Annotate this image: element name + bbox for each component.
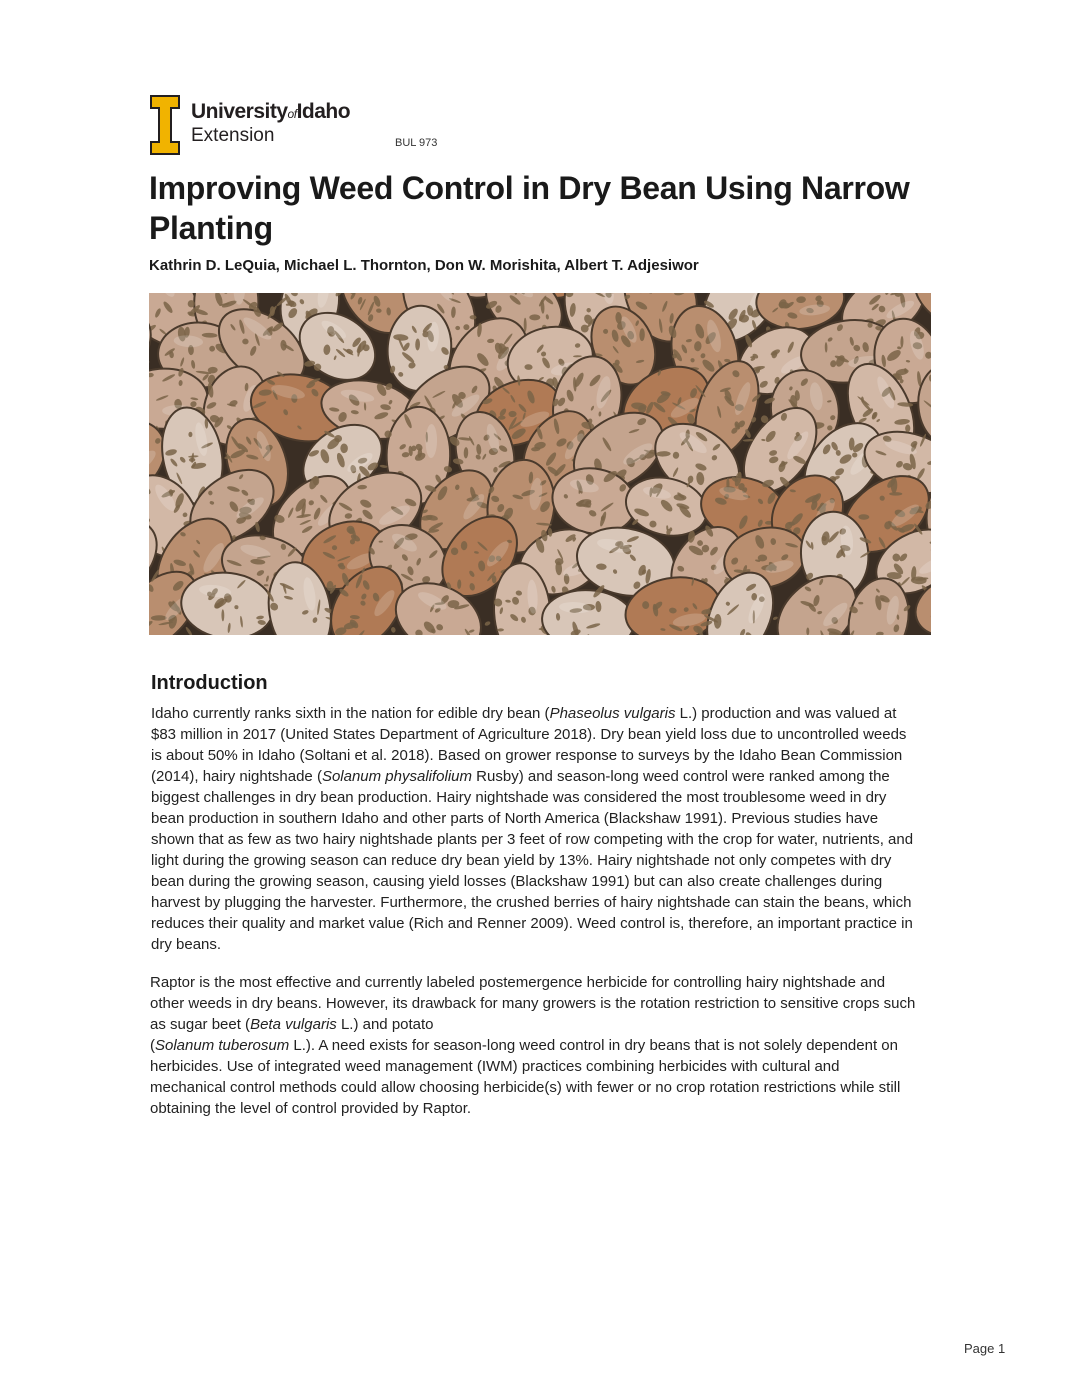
p1-text-2: L.) production and was valued at $83 million in 2017 (United States Department of Agriculture 2018). Dry bean yield loss due to uncontrolled weeds is about 50% in Idaho (Soltani et al. 2018). Based on grower response to surveys by the Idaho Bean Commission (2014), hairy nightshade ( bbox=[151, 705, 907, 785]
p1-species-phaseolus: Phaseolus vulgaris bbox=[549, 705, 676, 722]
beans-image bbox=[149, 293, 931, 635]
university-of-idaho-logo bbox=[149, 94, 389, 156]
page-number: Page 1 bbox=[964, 1341, 1006, 1356]
intro-paragraph-2: Raptor is the most effective and currently labeled postemergence herbicide for controlling hairy nightshade and other weeds in dry beans. However, its drawback for many growers is the rotation restriction to sensitive crops such as sugar beet (Beta vulgaris L.) and potato (Solanum tuberosum L.). A need exists for season-long weed control in dry beans that is not solely dependent on herbicides. Use of integrated weed management (IWM) practices combining herbicides with cultural and mechanical control methods could allow choosing herbicide(s) with fewer or no crop rotation restrictions while still obtaining the level of control provided by Raptor. bbox=[150, 974, 916, 1117]
p2-species-solanum-tuberosum: Solanum tuberosum bbox=[155, 1037, 290, 1054]
introduction-heading: Introduction bbox=[151, 672, 268, 694]
bulletin-number: BUL 973 bbox=[395, 137, 438, 149]
logo-extension-text: Extension bbox=[191, 125, 275, 146]
p1-text-3: Rusby) and season-long weed control were ranked among the biggest challenges in dry bean production. Hairy nightshade was considered the most troublesome weed in dry bean production in southern Idaho and other parts of North America (Blackshaw 1991). Previous studies have shown that as few as two hairy nightshade plants per 3 feet of row competing with the crop for water, nutrients, and light during the growing season can reduce dry bean yield by 13%. Hairy nightshade not only competes with dry bean during the growing season, causing yield losses (Blackshaw 1991) but can also create challenges during harvest by plugging the harvester. Furthermore, the crushed berries of hairy nightshade can stain the beans, which reduces their quality and market value (Rich and Renner 2009). Weed control is, therefore, an important practice in dry beans. bbox=[151, 768, 914, 953]
logo-university-text: University bbox=[191, 100, 288, 123]
p1-text-1: Idaho currently ranks sixth in the nation for edible dry bean ( bbox=[151, 705, 550, 722]
p2-text-1: Raptor is the most effective and currently labeled postemergence herbicide for controlling hairy nightshade and other weeds in dry beans. However, its drawback for many growers is the rotation restriction to sensitive crops such as sugar beet ( bbox=[150, 974, 916, 1033]
intro-paragraph-1 bbox=[151, 703, 919, 955]
pinto-beans-photo bbox=[149, 293, 931, 635]
document-title: Improving Weed Control in Dry Bean Using Narrow Planting bbox=[149, 170, 910, 246]
authors: Kathrin D. LeQuia, Michael L. Thornton, Don W. Morishita, Albert T. Adjesiwor bbox=[149, 257, 699, 274]
p1-species-solanum-physalifolium: Solanum physalifolium bbox=[321, 768, 473, 785]
p2-species-beta: Beta vulgaris bbox=[250, 1016, 337, 1033]
logo-of-text: of bbox=[287, 107, 297, 121]
idaho-i-logo-icon bbox=[149, 94, 181, 156]
logo-idaho-text: Idaho bbox=[296, 100, 351, 123]
p2-text-2: L.) and potato bbox=[336, 1016, 434, 1033]
p2-text-3: L.). A need exists for season-long weed control in dry beans that is not solely dependent on herbicides. Use of integrated weed management (IWM) practices combining herbicides with cultural and mechanical control methods could allow choosing herbicide(s) with fewer or no crop rotation restrictions while still obtaining the level of control provided by Raptor. bbox=[150, 1037, 901, 1117]
logo-wordmark bbox=[191, 100, 350, 124]
